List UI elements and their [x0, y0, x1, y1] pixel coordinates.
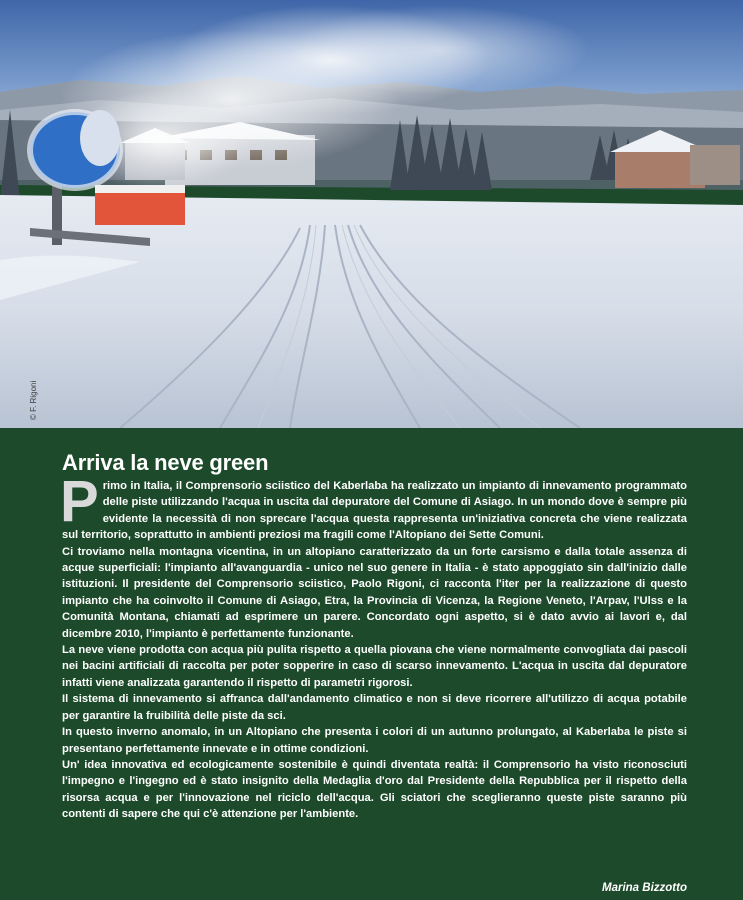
article-body	[60, 469, 687, 823]
article-paragraph: Il sistema di innevamento si affranca dall'andamento climatico e non si deve ricorrere all'utilizzo di acqua potabile per garantire la fruibilità delle piste da sci.	[62, 693, 687, 722]
article-paragraph	[60, 469, 687, 544]
article-paragraph: Un' idea innovativa ed ecologicamente sostenibile è quindi diventata realtà: il Comprensorio ha visto riconosciuti l'impegno e l'ingegno ed è stato insignito della Medaglia d'oro dal Presidente della Repubblica per il rispetto della risorsa acqua e per l'innovazione nel riciclo dell'acqua. Gli sciatori che sceglieranno queste piste saranno più contenti di sapere che qui c'è attenzione per l'ambiente.	[62, 758, 687, 821]
paragraph-text: rimo in Italia, il Comprensorio sciistico del Kaberlaba ha realizzato un impianto di innevamento programmato delle piste utilizzando l'acqua in uscita dal depuratore del Comune di Asiago. In un mondo dove è sempre più evidente la necessità di non sprecare l'acqua questa rappresenta un'iniziativa concreta che viene realizzata sul territorio, soprattutto in ambienti preziosi ma fragili come l'Altopiano dei Sette Comuni.	[62, 480, 687, 542]
header-photo	[0, 0, 743, 428]
article-author: Marina Bizzotto	[602, 882, 687, 894]
drop-cap: P	[60, 469, 99, 534]
snow-cannon-landscape-image	[0, 0, 743, 428]
article-title: Arriva la neve green	[62, 450, 269, 475]
article-paragraph: In questo inverno anomalo, in un Altopiano che presenta i colori di un autunno prolungato, al Kaberlaba le piste si presentano perfettamente innevate e in ottime condizioni.	[62, 726, 687, 755]
article-paragraph: La neve viene prodotta con acqua più pulita rispetto a quella piovana che viene normalmente convogliata dai pascoli nei bacini artificiali di raccolta per poter sopperire in caso di scarso innevamento. L'acqua in uscita dal depuratore infatti viene analizzata garantendo il rispetto di parametri rigorosi.	[62, 644, 687, 689]
photo-credit: © F. Rigoni	[29, 380, 38, 420]
article-paragraph: Ci troviamo nella montagna vicentina, in un altopiano caratterizzato da un forte carsismo e dalla totale assenza di acque superficiali: l'impianto all'avanguardia - unico nel suo genere in Italia - è stato appoggiato sin dall'inizio dalle istituzioni. Il presidente del Comprensorio sciistico, Paolo Rigoni, ci racconta l'iter per la realizzazione di questo impianto che ha coinvolto il Comune di Asiago, Etra, la Provincia di Vicenza, la Regione Veneto, l'Arpav, l'Ulss e la Comunità Montana, chiamati ad esprimere un parere. Concordato ogni aspetto, si è dato avvio ai lavori e, dal dicembre 2010, l'impianto è perfettamente funzionante.	[62, 545, 687, 640]
article-panel	[0, 428, 743, 900]
